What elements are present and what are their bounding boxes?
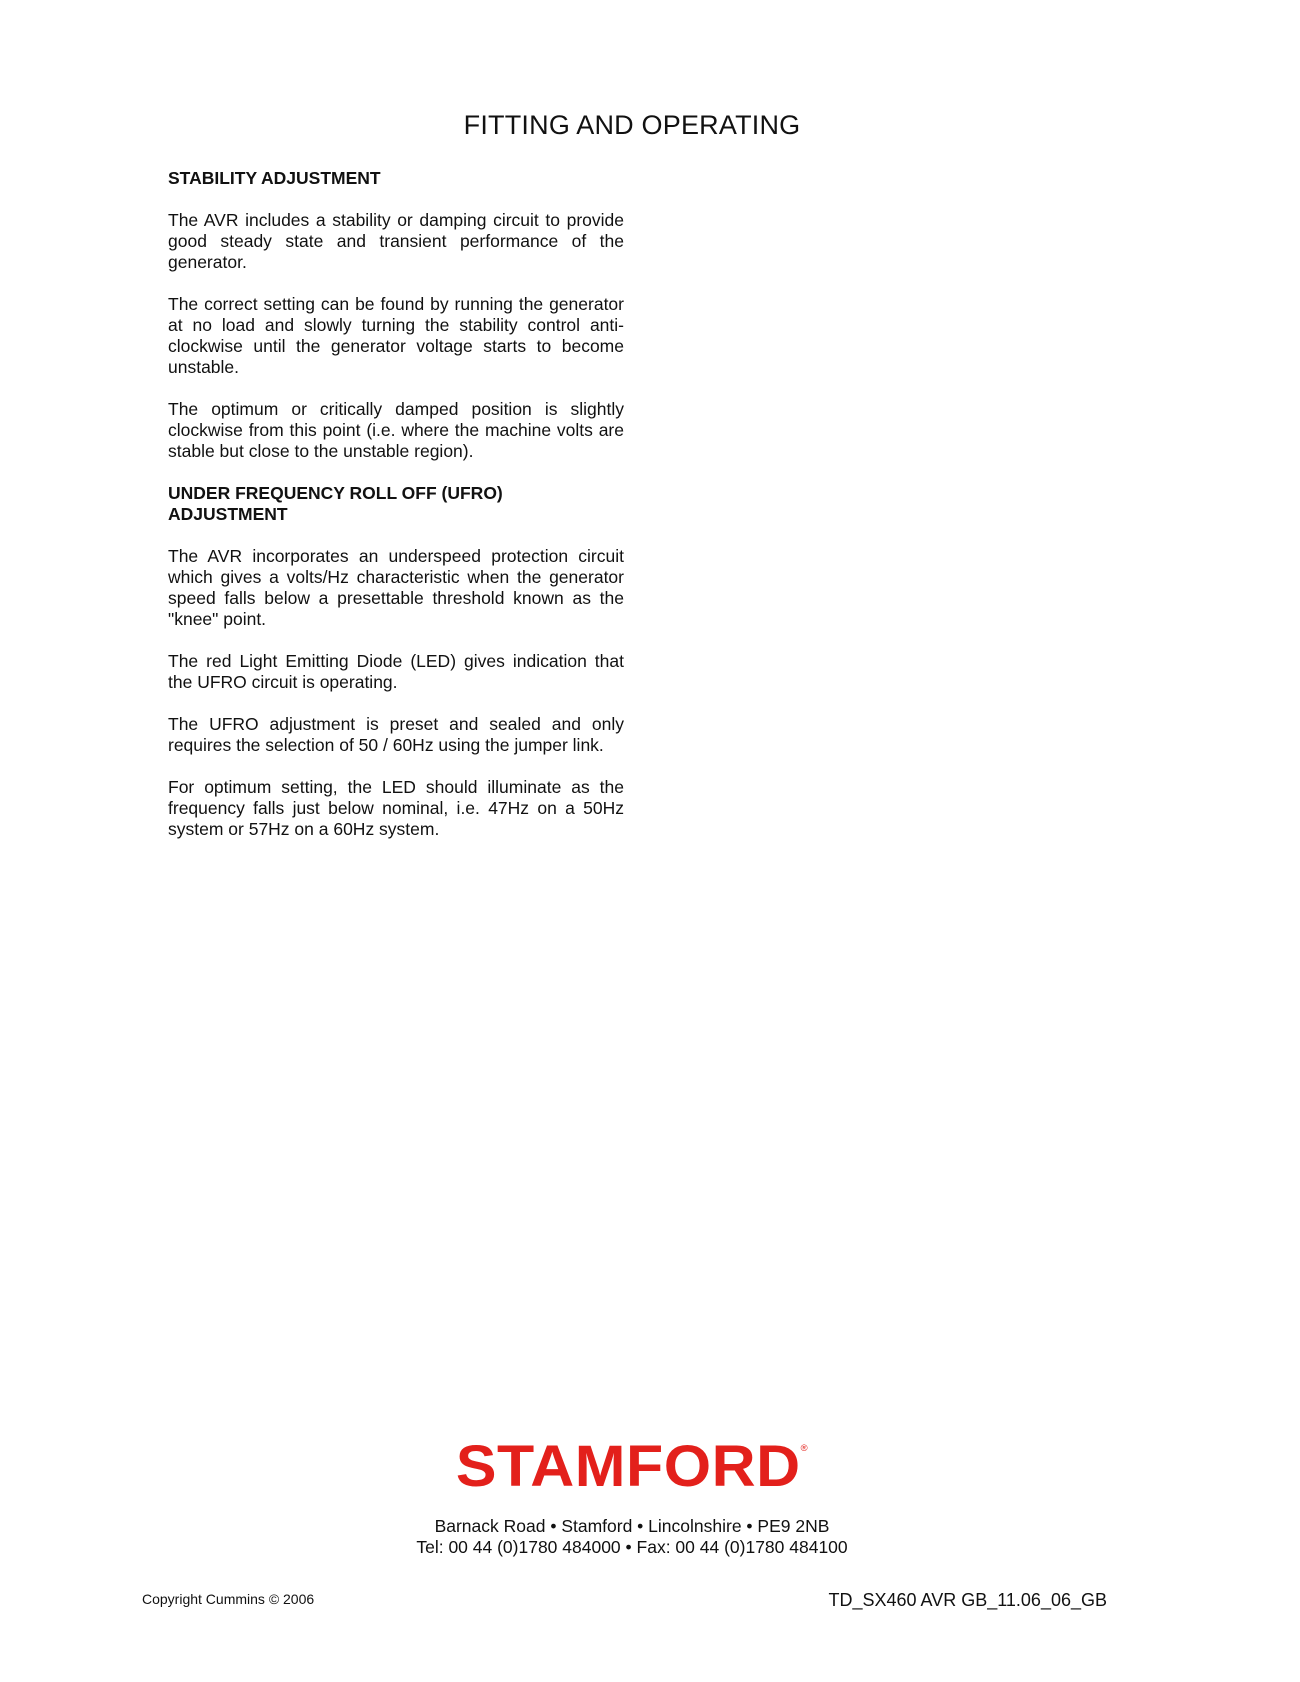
page-title: FITTING AND OPERATING xyxy=(463,110,801,140)
paragraph: The red Light Emitting Diode (LED) gives indication that the UFRO circuit is operating. xyxy=(168,651,624,692)
paragraph: The AVR includes a stability or damping circuit to provide good steady state and transient performance of the generator. xyxy=(168,210,624,272)
section-heading-stability: STABILITY ADJUSTMENT xyxy=(168,168,381,188)
paragraph: The optimum or critically damped position is slightly clockwise from this point (i.e. where the machine volts are stable but close to the unstable region). xyxy=(168,399,624,461)
logo-text: STAMFORD xyxy=(455,1434,801,1499)
address-line: Barnack Road • Stamford • Lincolnshire • PE9 2NB xyxy=(434,1516,830,1536)
section-heading-ufro xyxy=(168,483,624,525)
copyright-notice: Copyright Cummins © 2006 xyxy=(142,1591,315,1607)
paragraph: The AVR incorporates an underspeed protection circuit which gives a volts/Hz characteristic when the generator speed falls below a presettable threshold known as the "knee" point. xyxy=(168,546,624,629)
document-body xyxy=(168,168,624,861)
document-code: TD_SX460 AVR GB_11.06_06_GB xyxy=(828,1590,1107,1610)
paragraph: For optimum setting, the LED should illuminate as the frequency falls just below nominal, i.e. 47Hz on a 50Hz system or 57Hz on a 60Hz system. xyxy=(168,777,624,839)
stamford-logo xyxy=(0,1434,1296,1499)
company-address xyxy=(0,1516,1264,1558)
paragraph: The correct setting can be found by running the generator at no load and slowly turning the stability control anti-clockwise until the generator voltage starts to become unstable. xyxy=(168,294,624,377)
paragraph: The UFRO adjustment is preset and sealed and only requires the selection of 50 / 60Hz using the jumper link. xyxy=(168,714,624,755)
contact-line: Tel: 00 44 (0)1780 484000 • Fax: 00 44 (0)1780 484100 xyxy=(416,1537,848,1557)
section-heading-ufro-line2: ADJUSTMENT xyxy=(168,504,288,524)
registered-mark: ® xyxy=(800,1443,809,1453)
section-heading-ufro-line1: UNDER FREQUENCY ROLL OFF (UFRO) xyxy=(168,483,503,503)
